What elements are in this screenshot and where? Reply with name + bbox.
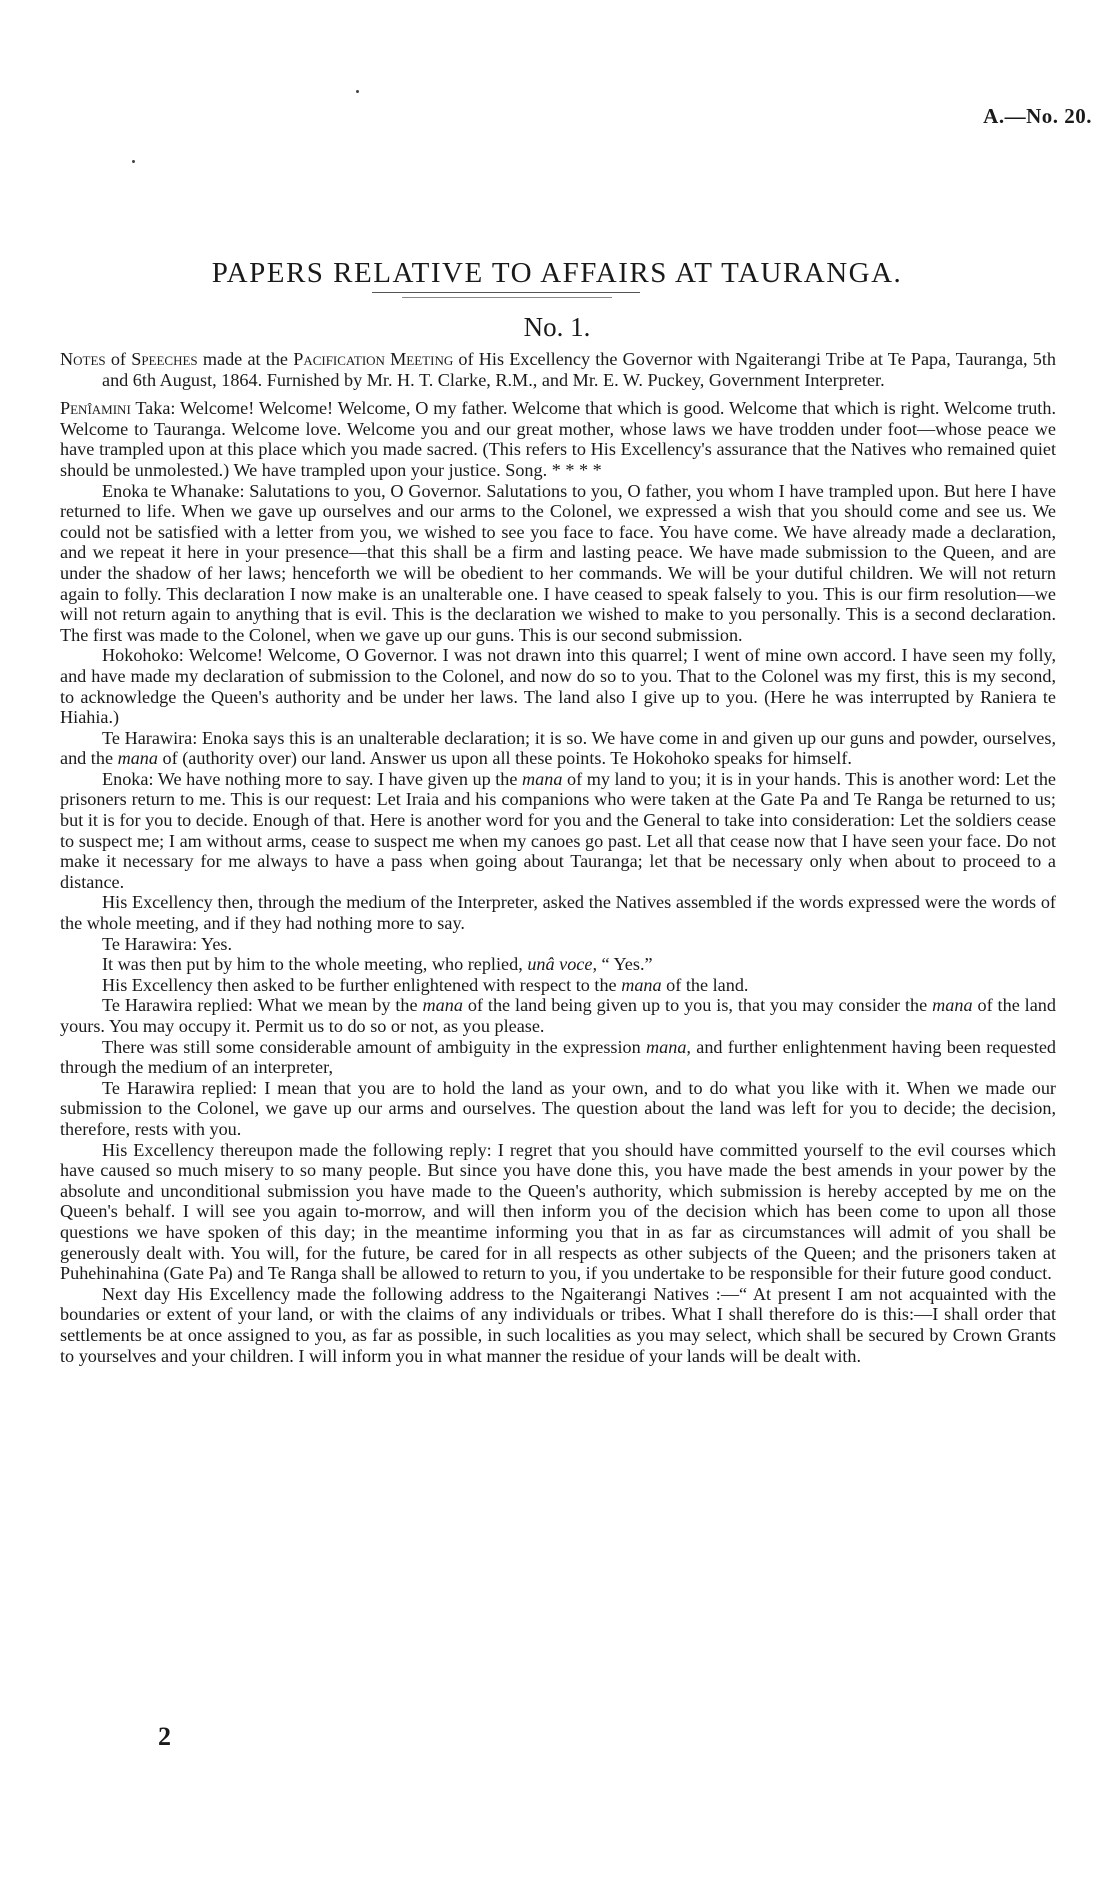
page-reference: A.—No. 20. xyxy=(983,104,1092,128)
pacification-meeting-words: Pacification Meeting xyxy=(293,349,454,369)
paragraph-harawira-mana: Te Harawira replied: What we mean by the mana of the land being given up to you is, that you may consider the mana of the land yours. You may occupy it. Permit us to do so or not, as you please. xyxy=(60,995,1056,1036)
body-text xyxy=(60,349,1056,1366)
speck-mark xyxy=(132,160,135,163)
paragraph-excellency-asks: His Excellency then, through the medium of the Interpreter, asked the Natives assembled if the words expressed were the words of the whole meeting, and if they had nothing more to say. xyxy=(60,892,1056,934)
paragraph-next-day: Next day His Excellency made the following address to the Ngaiterangi Natives :—“ At present I am not acquainted with the boundaries or extent of your land, or with the claims of any individuals or tribes. What I shall therefore do is this:—I shall order that settlements be at once assigned to you, as far as possible, in such localities as you may select, which shall be secured by Crown Grants to yourselves and your children. I will inform you in what manner the residue of your lands will be dealt with. xyxy=(60,1283,1056,1366)
speeches-word: Speeches xyxy=(131,349,198,369)
notes-heading: Notes of Speeches made at the Pacification Meeting of His Excellency the Governor with Ngaiterangi Tribe at Te Papa, Tauranga, 5th and 6th August, 1864. Furnished by Mr. H. T. Clarke, R.M., and Mr. E. W. Puckey, Government Interpreter. xyxy=(60,349,1057,390)
section-number: No. 1. xyxy=(523,312,591,342)
paragraph-excellency-reply: His Excellency thereupon made the following reply: I regret that you should have committed yourself to the evil courses which have caused so much misery to so many people. But since you have done this, you have made the best amends in your power by the absolute and unconditional submission you have made to the Queen's authority, which submission is hereby accepted by me on the Queen's behalf. I will see you again to-morrow, and will then inform you of the decision which has been come to upon all those questions we have spoken of this day; in the meantime informing you that in as far as circumstances will admit of you shall be generously dealt with. You will, for the future, be cared for in all respects as other subjects of the Queen; and the prisoners taken at Puhehinahina (Gate Pa) and Te Ranga shall be allowed to return to you, if you undertake to be responsible for their future good conduct. xyxy=(60,1139,1056,1284)
speck-mark xyxy=(356,90,359,93)
paragraph-harawira: Te Harawira: Enoka says this is an unalterable declaration; it is so. We have come in and given up our guns and powder, ourselves, and the mana of (authority over) our land. Answer us upon all these points. Te Hokohoko speaks for himself. xyxy=(60,727,1056,769)
paragraph-hokohoko: Hokohoko: Welcome! Welcome, O Governor. I was not drawn into this quarrel; I went of mine own accord. I have seen my folly, and have made my declaration of submission to the Colonel, and now do so to you. That to the Colonel was my first, this is my second, to acknowledge the Queen's authority and be under her laws. The land also I give up to you. (Here he was interrupted by Raniera te Hiahia.) xyxy=(60,645,1056,728)
paragraph-enlightened: His Excellency then asked to be further enlightened with respect to the mana of the land. xyxy=(102,974,749,995)
paragraph-penamini: Penîamini Taka: Welcome! Welcome! Welcome, O my father. Welcome that which is good. Welcome that which is right. Welcome truth. Welcome to Tauranga. Welcome love. Welcome you and our great mother, whose laws we have trodden under foot—whose peace we have trampled upon at this place which you made sacred. (This refers to His Excellency's assurance that the Natives who remained quiet should be unmolested.) We have trampled upon your justice. Song. * * * * xyxy=(60,398,1056,480)
title-rule-lower xyxy=(402,297,612,298)
paragraph-una-voce: It was then put by him to the whole meeting, who replied, unâ voce, “ Yes.” xyxy=(102,954,653,975)
paragraph-enoka-second: Enoka: We have nothing more to say. I have given up the mana of my land to you; it is in your hands. This is another word: Let the prisoners return to me. This is our request: Let Iraia and his companions who were taken at the Gate Pa and Te Ranga be returned to us; but it is for you to decide. Enough of that. Here is another word for you and the General to take into consideration: Let the soldiers cease to suspect me; I am without arms, cease to suspect me when my canoes go past. Let all that cease now that I have seen your face. Do not make it necessary for me always to have a pass when going about Tauranga; let that be necessary only when about to proceed to a distance. xyxy=(60,768,1056,892)
paragraph-harawira-yes: Te Harawira: Yes. xyxy=(102,933,233,954)
page-number: 2 xyxy=(158,1722,171,1751)
document-title: PAPERS RELATIVE TO AFFAIRS AT TAURANGA. xyxy=(211,257,903,290)
paragraph-ambiguity: There was still some considerable amount of ambiguity in the expression mana, and further enlightenment having been requested through the medium of an interpreter, xyxy=(60,1036,1056,1078)
paragraph-enoka: Enoka te Whanake: Salutations to you, O Governor. Salutations to you, O father, you whom I have trampled upon. But here I have returned to life. When we gave up ourselves and our arms to the Colonel, we expressed a wish that you should come and see us. We could not be satisfied with a letter from you, we wished to see you face to face. You have come. We have already made a declaration, and we repeat it here in your presence—that this shall be a firm and lasting peace. We have made submission to the Queen, and are under the shadow of her laws; henceforth we will be obedient to her commands. We will be your dutiful children. We will not return again to folly. This declaration I now make is an unalterable one. I have ceased to speak falsely to you. This is our firm resolution—we will not return again to anything that is evil. This is the declaration we wished to make to you personally. This is a second declaration. The first was made to the Colonel, when we gave up our guns. This is our second submission. xyxy=(60,480,1056,645)
notes-word: Notes xyxy=(60,349,106,369)
paragraph-harawira-hold: Te Harawira replied: I mean that you are to hold the land as your own, and to do what you like with it. When we made our submission to the Colonel, we gave up our arms and ourselves. The question about the land was left for you to decide; the decision, therefore, rests with you. xyxy=(60,1077,1056,1139)
title-rule xyxy=(372,292,640,293)
speaker-name: Penîamini xyxy=(60,398,131,419)
